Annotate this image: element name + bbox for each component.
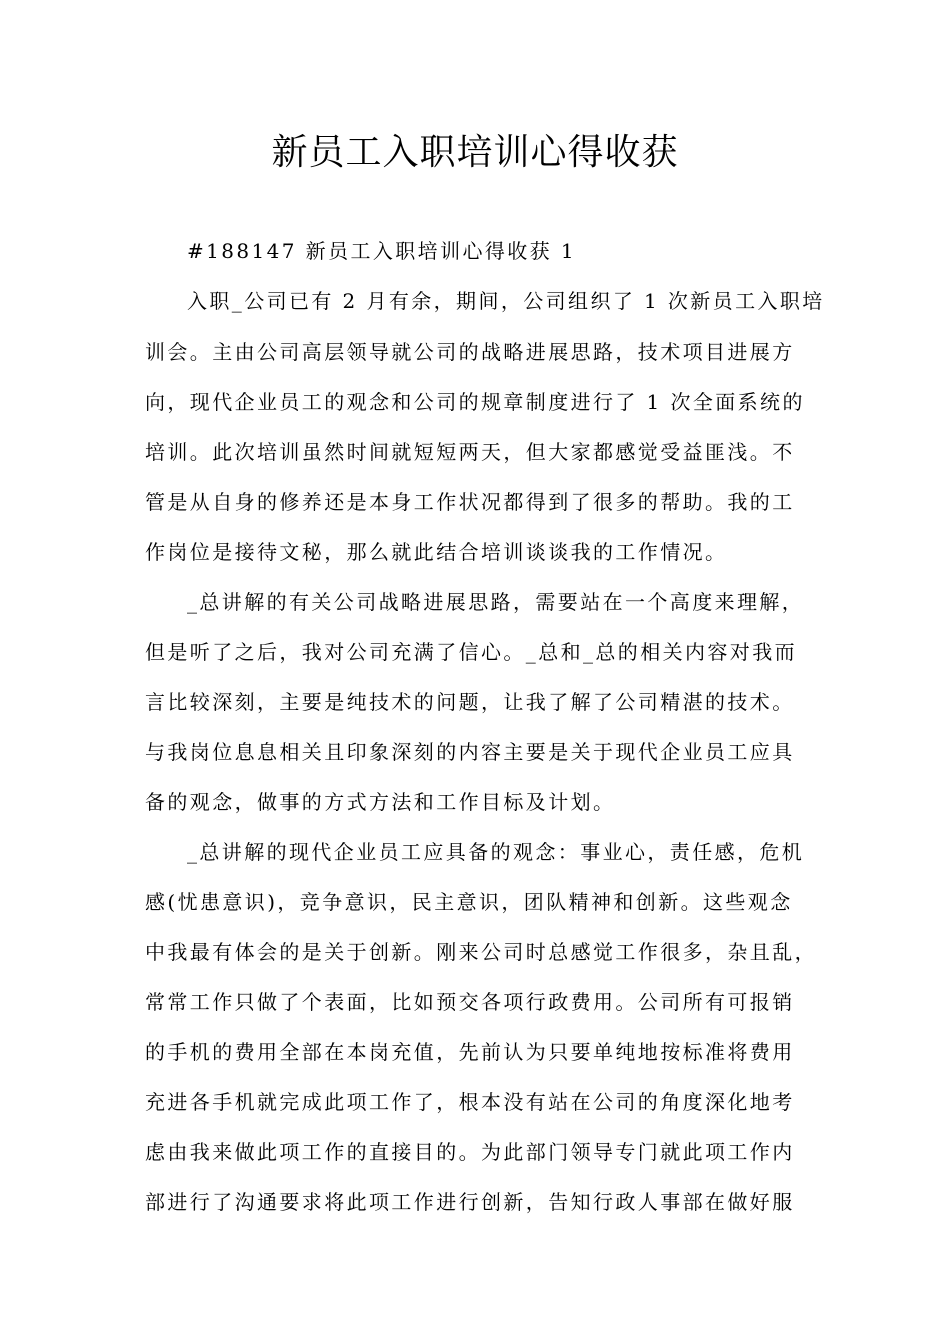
paragraph-1-line-6: 作岗位是接待文秘，那么就此结合培训谈谈我的工作情况。: [145, 540, 728, 564]
paragraph-3-line-4: 常常工作只做了个表面，比如预交各项行政费用。公司所有可报销: [145, 990, 795, 1014]
paragraph-1-line-5: 管是从自身的修养还是本身工作状况都得到了很多的帮助。我的工: [145, 490, 795, 514]
paragraph-3-line-7: 虑由我来做此项工作的直接目的。为此部门领导专门就此项工作内: [145, 1140, 795, 1164]
paragraph-2-line-5: 备的观念，做事的方式方法和工作目标及计划。: [145, 790, 616, 814]
document-subtitle-line: #188147 新员工入职培训心得收获 1: [187, 239, 576, 263]
paragraph-3-line-2: 感(忧患意识)，竞争意识，民主意识，团队精神和创新。这些观念: [145, 890, 793, 914]
paragraph-3-line-8: 部进行了沟通要求将此项工作进行创新，告知行政人事部在做好服: [145, 1190, 795, 1214]
paragraph-2-line-3: 言比较深刻，主要是纯技术的问题，让我了解了公司精湛的技术。: [145, 690, 795, 714]
document-title: 新员工入职培训心得收获: [271, 132, 679, 173]
paragraph-1-line-4: 培训。此次培训虽然时间就短短两天，但大家都感觉受益匪浅。不: [145, 440, 795, 464]
paragraph-3-line-5: 的手机的费用全部在本岗充值，先前认为只要单纯地按标准将费用: [145, 1040, 795, 1064]
paragraph-2-line-1: _总讲解的有关公司战略进展思路，需要站在一个高度来理解，: [187, 590, 805, 614]
paragraph-1-line-2: 训会。主由公司高层领导就公司的战略进展思路，技术项目进展方: [145, 340, 795, 364]
paragraph-2-line-4: 与我岗位息息相关且印象深刻的内容主要是关于现代企业员工应具: [145, 740, 795, 764]
paragraph-3-line-3: 中我最有体会的是关于创新。刚来公司时总感觉工作很多，杂且乱，: [145, 940, 817, 964]
paragraph-3-line-6: 充进各手机就完成此项工作了，根本没有站在公司的角度深化地考: [145, 1090, 795, 1114]
paragraph-3-line-1: _总讲解的现代企业员工应具备的观念：事业心，责任感，危机: [187, 840, 805, 864]
paragraph-2-line-2: 但是听了之后，我对公司充满了信心。_总和_总的相关内容对我而: [145, 640, 797, 664]
paragraph-1-line-1: 入职_公司已有 2 月有余，期间，公司组织了 1 次新员工入职培: [187, 289, 825, 313]
paragraph-1-line-3: 向，现代企业员工的观念和公司的规章制度进行了 1 次全面系统的: [145, 390, 805, 414]
